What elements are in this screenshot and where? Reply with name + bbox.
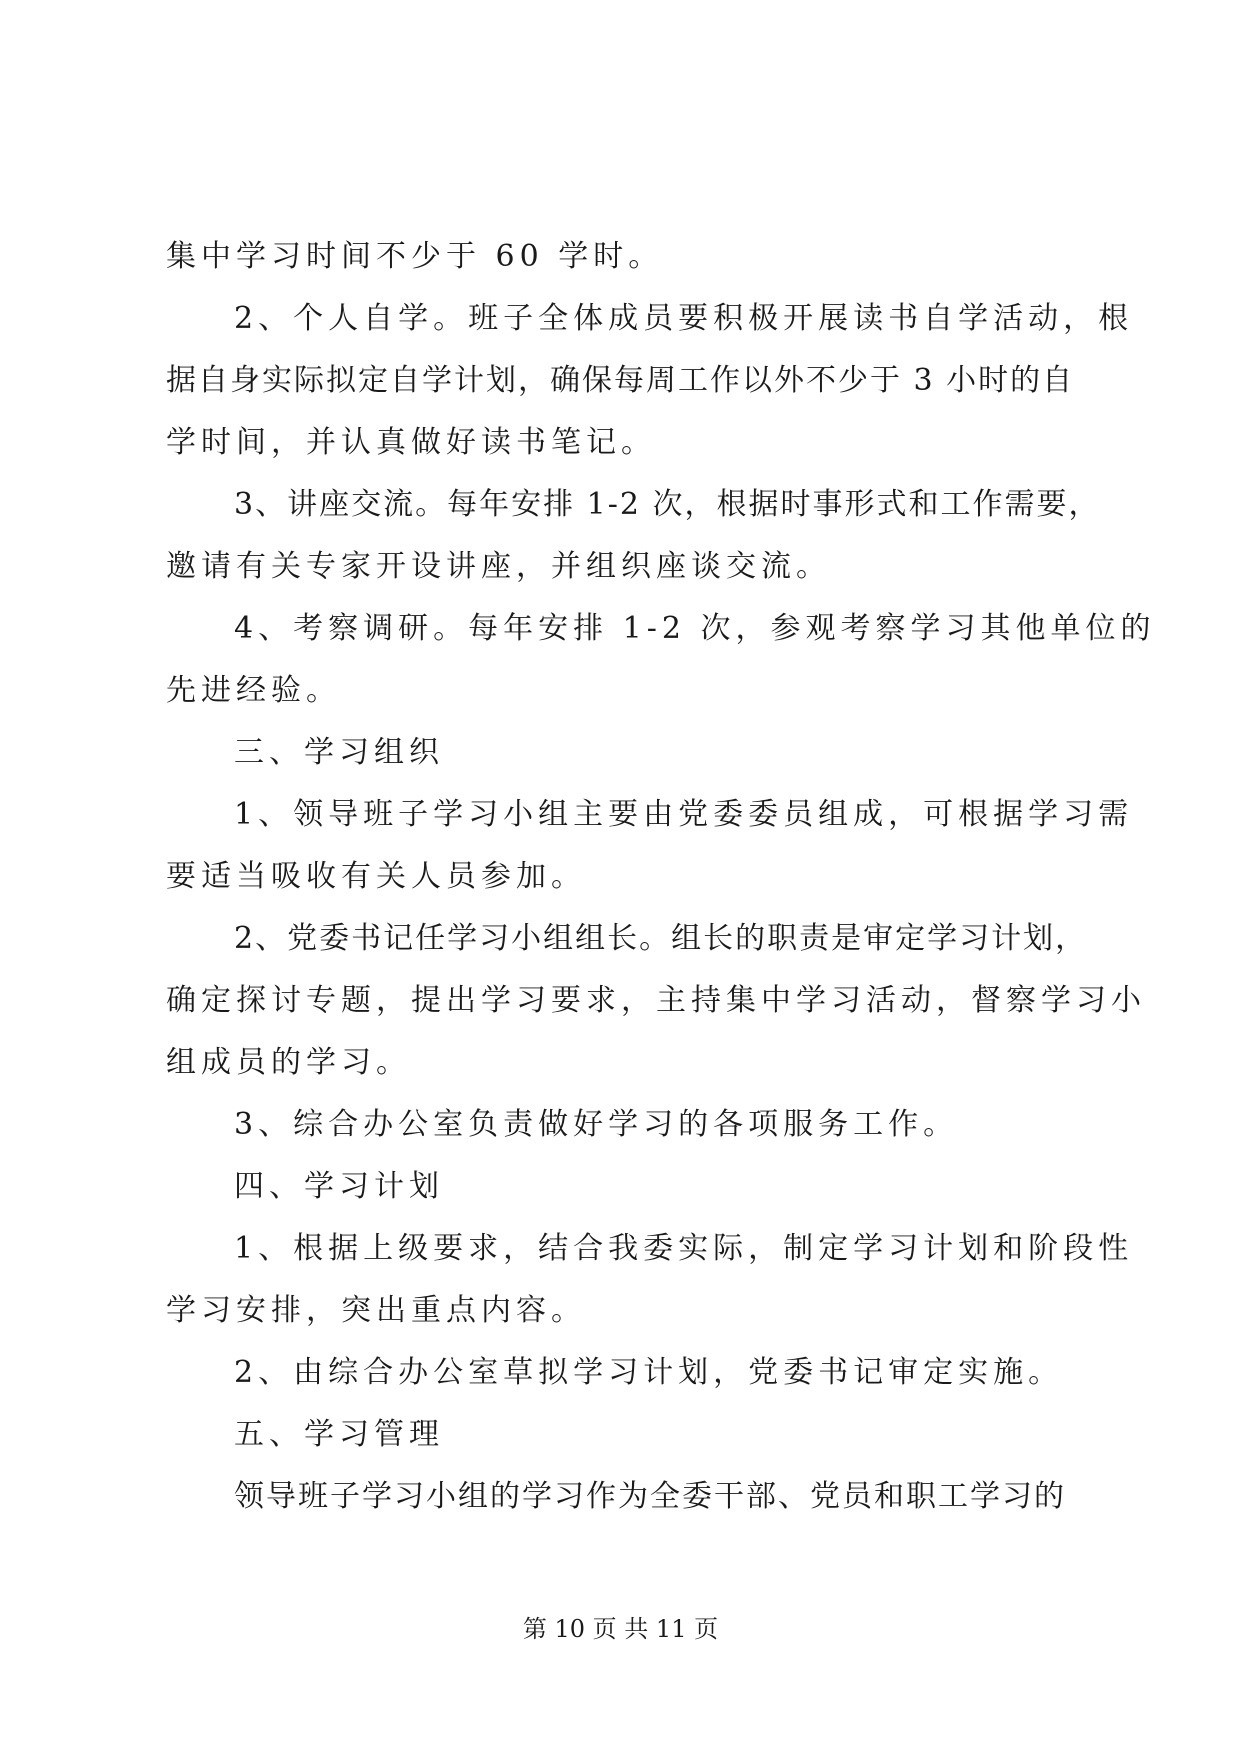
- page-number-footer: 第 10 页 共 11 页: [522, 1615, 719, 1643]
- text-line: 组成员的学习。: [166, 1045, 411, 1080]
- text-line: 学习安排，突出重点内容。: [166, 1293, 586, 1328]
- section-heading: 五、学习管理: [234, 1417, 444, 1452]
- text-line: 3、讲座交流。每年安排 1-2 次，根据时事形式和工作需要，: [234, 487, 1101, 522]
- text-line: 集中学习时间不少于 60 学时。: [166, 239, 664, 274]
- text-line: 4、考察调研。每年安排 1-2 次，参观考察学习其他单位的: [234, 611, 1156, 646]
- text-line: 2、党委书记任学习小组组长。组长的职责是审定学习计划，: [234, 921, 1088, 956]
- text-line: 确定探讨专题，提出学习要求，主持集中学习活动，督察学习小: [166, 983, 1146, 1018]
- section-heading: 四、学习计划: [234, 1169, 444, 1204]
- text-line: 据自身实际拟定自学计划，确保每周工作以外不少于 3 小时的自: [166, 363, 1075, 398]
- text-line: 学时间，并认真做好读书笔记。: [166, 425, 656, 460]
- text-line: 要适当吸收有关人员参加。: [166, 859, 586, 894]
- text-line: 邀请有关专家开设讲座，并组织座谈交流。: [166, 549, 831, 584]
- document-body: [166, 226, 1156, 1528]
- text-line: 1、领导班子学习小组主要由党委委员组成，可根据学习需: [234, 797, 1134, 832]
- text-line: 3、综合办公室负责做好学习的各项服务工作。: [234, 1107, 959, 1142]
- text-line: 1、根据上级要求，结合我委实际，制定学习计划和阶段性: [234, 1231, 1134, 1266]
- text-line: 先进经验。: [166, 673, 341, 708]
- text-line: 2、由综合办公室草拟学习计划，党委书记审定实施。: [234, 1355, 1064, 1390]
- text-line: 2、个人自学。班子全体成员要积极开展读书自学活动，根: [234, 301, 1134, 336]
- text-line: 领导班子学习小组的学习作为全委干部、党员和职工学习的: [234, 1479, 1066, 1514]
- section-heading: 三、学习组织: [234, 735, 444, 770]
